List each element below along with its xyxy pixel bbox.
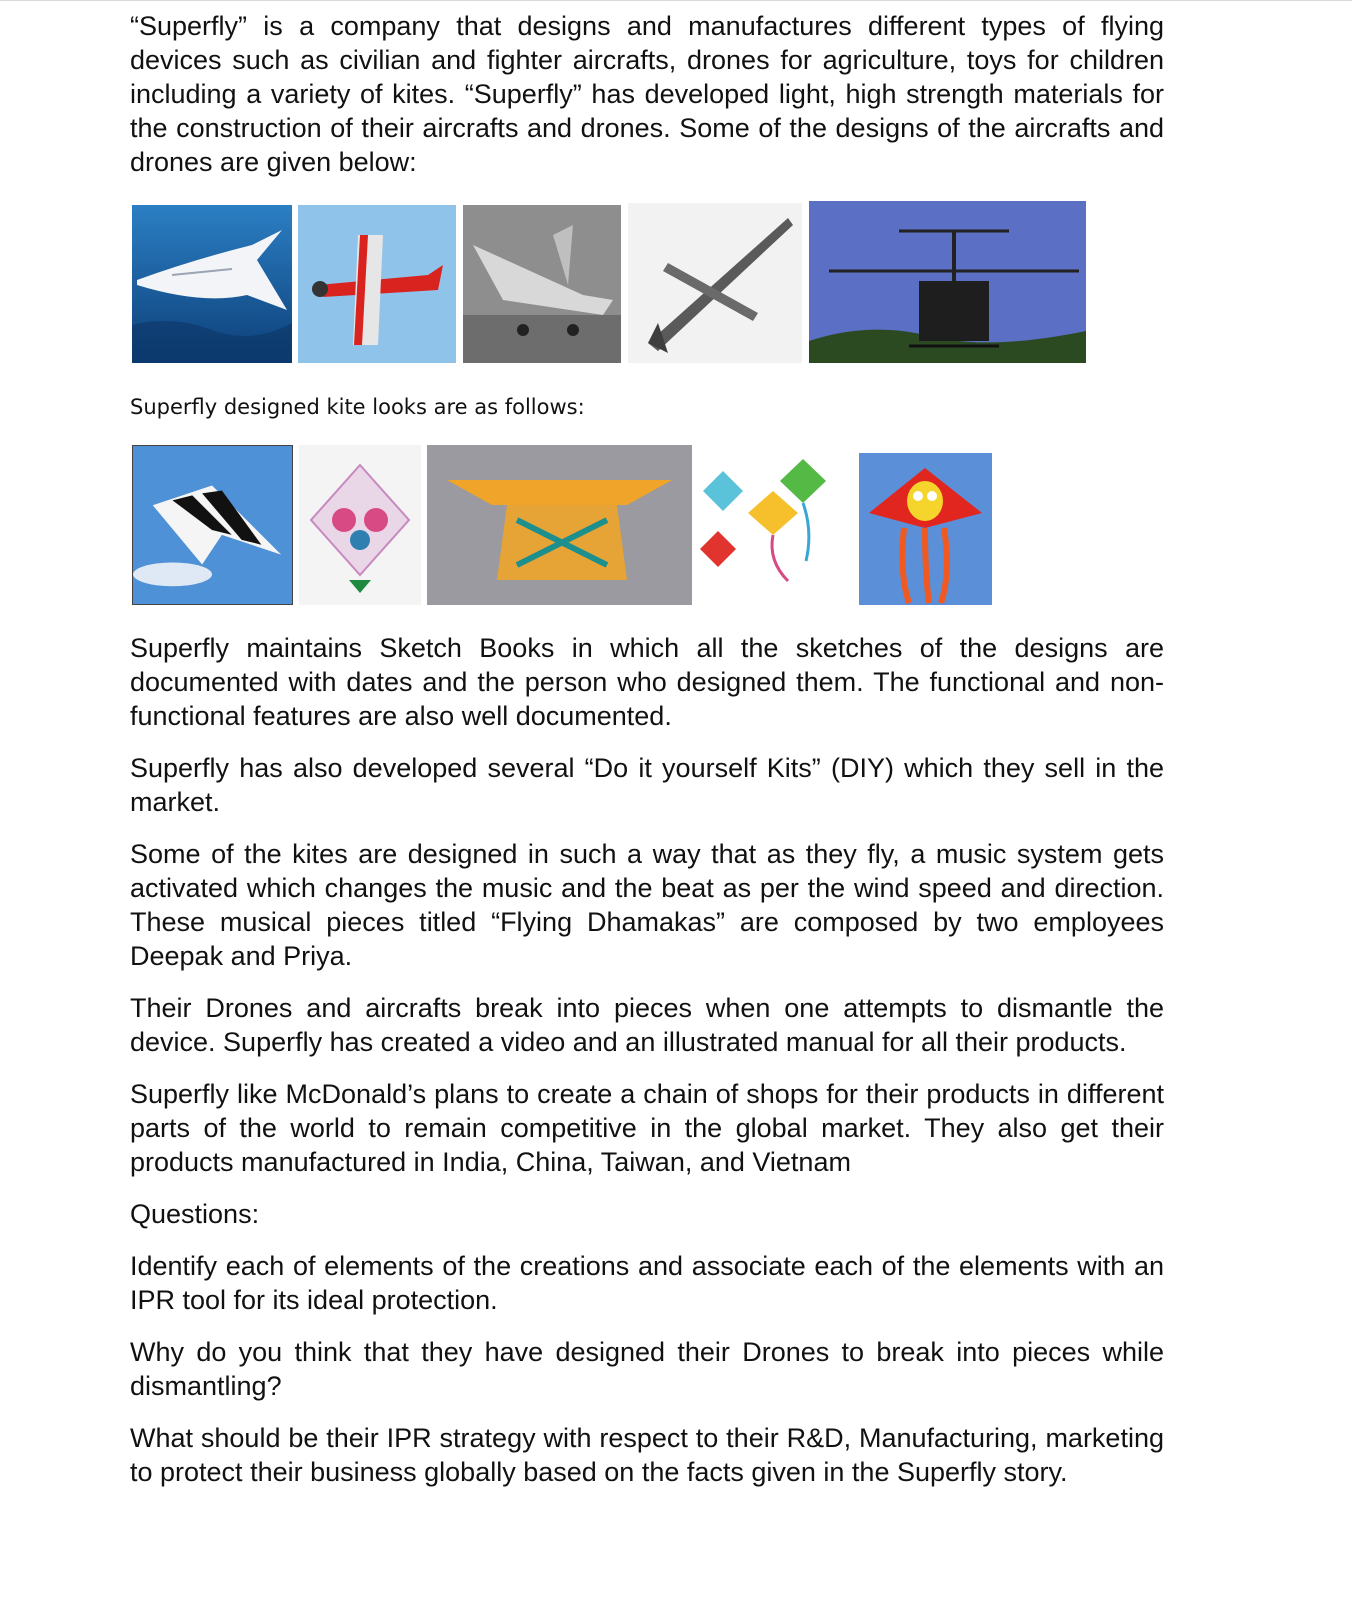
question-3: What should be their IPR strategy with respect to their R&D, Manufacturing, marketing to protect their business globally based on the facts given in the Superfly story. xyxy=(130,1423,1164,1487)
zebra-bird-kite-image xyxy=(132,445,293,605)
grey-prototype-aircraft-image xyxy=(463,205,621,363)
colorful-kites-group-image xyxy=(698,451,852,605)
kite-caption: Superfly designed kite looks are as follows: xyxy=(130,395,585,419)
owl-kite-image xyxy=(859,453,992,605)
chain-of-shops-paragraph: Superfly like McDonald’s plans to create a chain of shops for their products in different parts of the world to remain competitive in the global market. They also get their products manufactured in India, China, Taiwan, and Vietnam xyxy=(130,1079,1164,1177)
sketch-books-paragraph: Superfly maintains Sketch Books in which all the sketches of the designs are documented with dates and the person who designed them. The functional and non-functional features are also well documented. xyxy=(130,633,1164,731)
military-drone-image xyxy=(628,203,802,363)
question-1: Identify each of elements of the creations and associate each of the elements with an IPR tool for its ideal protection. xyxy=(130,1251,1164,1315)
questions-heading: Questions: xyxy=(130,1199,260,1229)
orange-box-kite-image xyxy=(427,445,692,605)
drones-break-paragraph: Their Drones and aircrafts break into pieces when one attempts to dismantle the device. Superfly has created a video and an illustrated manual for all their products. xyxy=(130,993,1164,1057)
blended-wing-aircraft-image xyxy=(132,205,292,363)
intro-paragraph: “Superfly” is a company that designs and manufactures different types of flying devices such as civilian and fighter aircrafts, drones for agriculture, toys for children including a variety of kites. “Superfly” has developed light, high strength materials for the construction of their aircrafts and drones. Some of the designs of the aircrafts and drones are given below: xyxy=(130,11,1164,177)
diy-kits-paragraph: Superfly has also developed several “Do it yourself Kits” (DIY) which they sell in the market. xyxy=(130,753,1164,817)
red-aerobatic-plane-image xyxy=(298,205,456,363)
top-border-line xyxy=(0,0,1352,1)
music-kites-paragraph: Some of the kites are designed in such a way that as they fly, a music system gets activated which changes the music and the beat as per the wind speed and direction. These musical pieces titled “Flying Dhamakas” are composed by two employees Deepak and Priya. xyxy=(130,839,1164,971)
question-2: Why do you think that they have designed their Drones to break into pieces while dismantling? xyxy=(130,1337,1164,1401)
agricultural-drone-image xyxy=(809,201,1086,363)
body-paragraphs xyxy=(130,631,1164,1507)
diamond-pattern-kite-image xyxy=(299,445,421,605)
